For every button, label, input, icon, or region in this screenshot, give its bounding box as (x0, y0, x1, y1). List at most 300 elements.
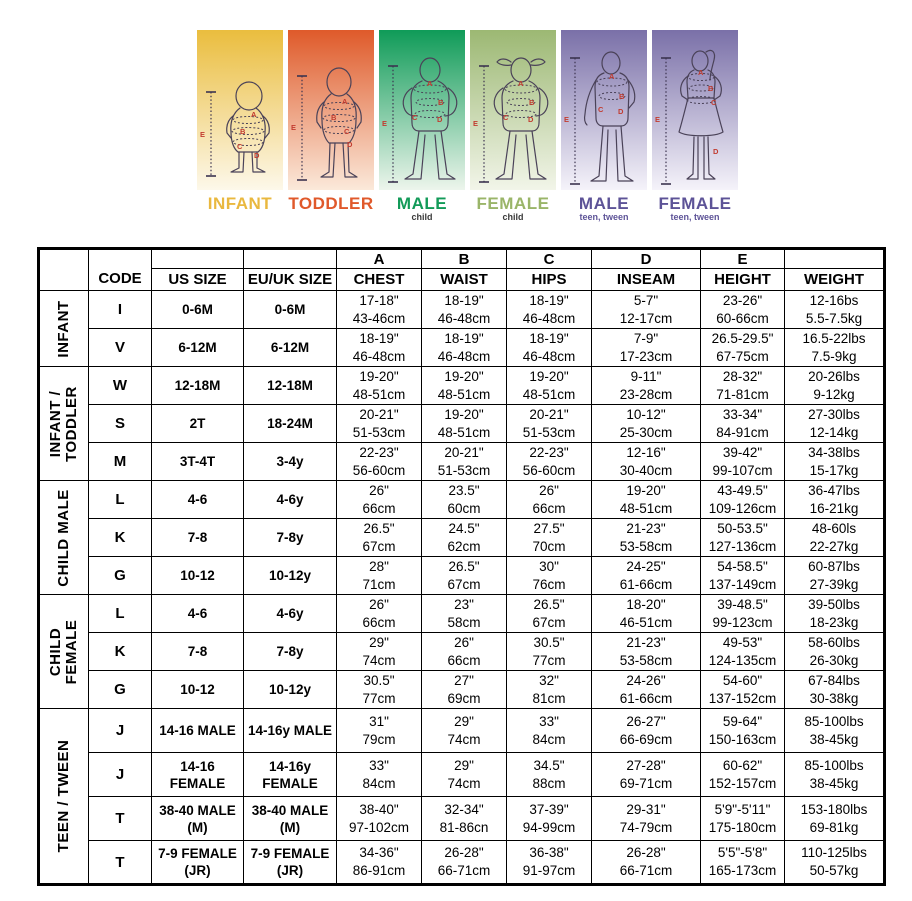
code-cell: T (89, 797, 152, 841)
table-row (39, 405, 885, 443)
table-row (39, 709, 885, 753)
table-header (39, 249, 885, 291)
waist-value-line: 74cm (447, 731, 481, 747)
chest-value-line: 33" (369, 757, 389, 773)
waist-value-line: 18-19" (444, 292, 484, 308)
us-cell (152, 519, 244, 557)
chest-cell (337, 709, 422, 753)
eu-value-line: 4-6y (276, 492, 304, 507)
waist-value-line: 51-53cm (437, 462, 491, 478)
inseam-cell (592, 671, 701, 709)
weight-cell (785, 709, 885, 753)
hips-value-line: 26" (539, 482, 559, 498)
eu-value-line: 10-12y (268, 682, 312, 697)
chest-cell (337, 797, 422, 841)
child-female-illustration-icon (470, 30, 556, 190)
weight-value-line: 20-26lbs (808, 368, 860, 384)
header-spacer (785, 249, 885, 269)
waist-value-line: 69cm (447, 690, 481, 706)
hips-value-line: 37-39" (529, 801, 569, 817)
hips-value-line: 27.5" (533, 520, 565, 536)
panel-sublabel: child (502, 212, 524, 222)
hips-value-line: 30.5" (533, 634, 565, 650)
inseam-value-line: 7-9" (633, 330, 659, 346)
group-label-cell (39, 367, 89, 481)
weight-cell (785, 633, 885, 671)
hips-value-line: 66cm (532, 500, 566, 516)
chest-value-line: 29" (369, 634, 389, 650)
chest-value-line: 48-51cm (352, 386, 406, 402)
svg-text:A: A (427, 79, 433, 88)
height-value-line: 60-62" (722, 757, 763, 773)
weight-value-line: 34-38lbs (808, 444, 860, 460)
svg-text:C: C (711, 98, 717, 107)
eu-value-line: 6-12M (270, 340, 310, 355)
table-row (39, 841, 885, 885)
waist-value-line: 46-48cm (437, 310, 491, 326)
inseam-value-line: 26-27" (626, 713, 666, 729)
inseam-value-line: 61-66cm (619, 690, 673, 706)
weight-value-line: 58-60lbs (808, 634, 860, 650)
chest-cell (337, 481, 422, 519)
height-value-line: 67-75cm (716, 348, 769, 364)
letter-header-D: D (592, 249, 701, 269)
waist-value-line: 46-48cm (437, 348, 491, 364)
column-header: CHEST (337, 269, 422, 291)
weight-value-line: 38-45kg (809, 775, 859, 791)
panel-sublabel: teen, tween (670, 212, 720, 222)
height-cell (701, 557, 785, 595)
waist-value-line: 67cm (447, 576, 481, 592)
letter-header-E: E (701, 249, 785, 269)
height-value-line: 59-64" (722, 713, 763, 729)
us-cell (152, 709, 244, 753)
hips-value-line: 94-99cm (522, 819, 576, 835)
inseam-value-line: 53-58cm (619, 538, 673, 554)
header-spacer (152, 249, 244, 269)
code-cell: G (89, 557, 152, 595)
waist-value-line: 26-28" (444, 845, 484, 860)
us-value-line: 7-8 (187, 530, 208, 545)
svg-text:A: A (609, 72, 615, 81)
eu-value-line: 7-8y (276, 530, 304, 545)
waist-value-line: 27" (454, 672, 474, 688)
svg-text:D: D (254, 151, 260, 160)
chest-value-line: 74cm (362, 652, 396, 668)
height-cell (701, 671, 785, 709)
hips-value-line: 22-23" (529, 444, 569, 460)
us-value-line: 14-16 MALE (159, 723, 236, 738)
panel-label: MALE (396, 194, 448, 213)
svg-text:E: E (200, 130, 206, 139)
chest-value-line: 71cm (362, 576, 396, 592)
chest-value-line: 17-18" (359, 292, 399, 308)
waist-value-line: 20-21" (444, 444, 484, 460)
chest-value-line: 79cm (362, 731, 396, 747)
hips-value-line: 91-97cm (522, 863, 576, 878)
waist-value-line: 74cm (447, 775, 481, 791)
inseam-cell (592, 709, 701, 753)
waist-cell (422, 519, 507, 557)
us-value-line: 10-12 (180, 568, 215, 583)
column-header: INSEAM (592, 269, 701, 291)
eu-value-line: 7-8y (276, 644, 304, 659)
height-value-line: 84-91cm (716, 424, 769, 440)
inseam-value-line: 74-79cm (619, 819, 673, 835)
chest-value-line: 51-53cm (352, 424, 406, 440)
waist-cell (422, 709, 507, 753)
height-cell (701, 595, 785, 633)
inseam-value-line: 21-23" (626, 634, 666, 650)
panel-toddler (288, 30, 374, 223)
svg-text:E: E (382, 119, 388, 128)
weight-value-line: 85-100lbs (804, 757, 864, 773)
weight-cell (785, 329, 885, 367)
group-label: INFANT (55, 299, 72, 358)
height-value-line: 150-163cm (708, 731, 777, 747)
table-row (39, 291, 885, 329)
height-value-line: 152-157cm (708, 775, 777, 791)
weight-value-line: 18-23kg (809, 614, 859, 630)
column-header: EU/UK SIZE (244, 269, 337, 291)
eu-cell (244, 595, 337, 633)
weight-cell (785, 841, 885, 885)
chest-value-line: 31" (369, 713, 389, 729)
waist-cell (422, 367, 507, 405)
weight-cell (785, 481, 885, 519)
hips-cell (507, 367, 592, 405)
svg-text:B: B (331, 113, 337, 122)
hips-value-line: 81cm (532, 690, 566, 706)
inseam-cell (592, 633, 701, 671)
hips-value-line: 77cm (532, 652, 566, 668)
weight-value-line: 5.5-7.5kg (805, 310, 863, 326)
height-value-line: 49-53" (722, 634, 763, 650)
chest-value-line: 67cm (362, 538, 396, 554)
height-cell (701, 753, 785, 797)
height-value-line: 33-34" (722, 406, 763, 422)
height-value-line: 60-66cm (716, 310, 769, 326)
table-row (39, 443, 885, 481)
chest-value-line: 22-23" (359, 444, 399, 460)
weight-value-line: 85-100lbs (804, 713, 864, 729)
chest-cell (337, 329, 422, 367)
eu-cell (244, 633, 337, 671)
svg-text:B: B (708, 84, 714, 93)
height-cell (701, 443, 785, 481)
panel-child-female (470, 30, 556, 223)
weight-cell (785, 753, 885, 797)
chest-cell (337, 405, 422, 443)
weight-value-line: 110-125lbs (801, 845, 867, 860)
waist-value-line: 18-19" (444, 330, 484, 346)
height-value-line: 124-135cm (708, 652, 777, 668)
chest-value-line: 20-21" (359, 406, 399, 422)
us-cell (152, 367, 244, 405)
height-value-line: 5'5"-5'8" (717, 845, 768, 860)
hips-cell (507, 633, 592, 671)
waist-cell (422, 329, 507, 367)
waist-cell (422, 797, 507, 841)
chest-value-line: 28" (369, 558, 389, 574)
code-cell: L (89, 481, 152, 519)
hips-value-line: 20-21" (529, 406, 569, 422)
waist-value-line: 29" (454, 757, 474, 773)
panel-teen-female (652, 30, 738, 223)
svg-text:A: A (698, 68, 704, 77)
letter-header-A: A (337, 249, 422, 269)
svg-text:C: C (503, 113, 509, 122)
us-cell (152, 557, 244, 595)
svg-text:B: B (529, 98, 535, 107)
svg-text:A: A (251, 110, 257, 119)
weight-cell (785, 671, 885, 709)
waist-value-line: 81-86cn (439, 819, 489, 835)
chest-value-line: 19-20" (359, 368, 399, 384)
code-cell: G (89, 671, 152, 709)
weight-value-line: 9-12kg (813, 386, 855, 402)
table-row (39, 753, 885, 797)
height-cell (701, 329, 785, 367)
inseam-value-line: 5-7" (633, 292, 659, 308)
hips-cell (507, 329, 592, 367)
svg-text:D: D (528, 115, 534, 124)
hips-value-line: 26.5" (533, 596, 565, 612)
eu-cell (244, 367, 337, 405)
inseam-cell (592, 797, 701, 841)
inseam-value-line: 29-31" (626, 801, 666, 817)
height-cell (701, 291, 785, 329)
table-row (39, 367, 885, 405)
panel-sublabel: child (411, 212, 433, 222)
hips-value-line: 33" (539, 713, 559, 729)
chest-value-line: 84cm (362, 775, 396, 791)
us-cell (152, 595, 244, 633)
panel-label: FEMALE (658, 194, 732, 213)
group-label: CHILD FEMALE (47, 619, 80, 684)
eu-value-line: 7-9 FEMALE (250, 846, 330, 861)
us-value-line: 7-9 FEMALE (158, 846, 237, 861)
code-cell: V (89, 329, 152, 367)
inseam-cell (592, 481, 701, 519)
us-value-line: 3T-4T (179, 454, 216, 469)
chest-value-line: 66cm (362, 614, 396, 630)
weight-value-line: 36-47lbs (808, 482, 860, 498)
svg-text:D: D (713, 147, 719, 156)
svg-text:C: C (598, 105, 604, 114)
size-chart-table (37, 247, 886, 886)
height-value-line: 137-149cm (708, 576, 777, 592)
weight-cell (785, 557, 885, 595)
weight-cell (785, 797, 885, 841)
weight-value-line: 153-180lbs (800, 801, 868, 817)
header-spacer (244, 249, 337, 269)
height-value-line: 43-49.5" (717, 482, 768, 498)
us-value-line: 10-12 (180, 682, 215, 697)
height-value-line: 39-42" (722, 444, 763, 460)
chest-value-line: 66cm (362, 500, 396, 516)
svg-text:B: B (438, 98, 444, 107)
inseam-cell (592, 405, 701, 443)
code-cell: M (89, 443, 152, 481)
svg-text:E: E (564, 115, 570, 124)
hips-value-line: 19-20" (529, 368, 569, 384)
svg-text:E: E (473, 119, 479, 128)
height-value-line: 28-32" (722, 368, 763, 384)
waist-cell (422, 753, 507, 797)
us-value-line: FEMALE (169, 775, 226, 791)
height-value-line: 54-58.5" (717, 558, 768, 574)
eu-cell (244, 443, 337, 481)
height-value-line: 137-152cm (708, 690, 777, 706)
chest-value-line: 26" (369, 596, 389, 612)
chest-value-line: 38-40" (359, 801, 399, 817)
waist-value-line: 19-20" (444, 406, 484, 422)
column-header: WEIGHT (785, 269, 885, 291)
hips-value-line: 84cm (532, 731, 566, 747)
inseam-cell (592, 595, 701, 633)
height-value-line: 99-123cm (712, 614, 773, 630)
group-label-cell (39, 595, 89, 709)
chest-cell (337, 443, 422, 481)
eu-value-line: 3-4y (276, 454, 304, 469)
table-row (39, 329, 885, 367)
weight-value-line: 22-27kg (809, 538, 859, 554)
waist-cell (422, 841, 507, 885)
hips-value-line: 48-51cm (522, 386, 576, 402)
eu-cell (244, 329, 337, 367)
height-value-line: 50-53.5" (717, 520, 768, 536)
eu-cell (244, 519, 337, 557)
panel-child-male (379, 30, 465, 223)
panel-label: FEMALE (476, 194, 550, 213)
waist-value-line: 23.5" (448, 482, 480, 498)
code-cell: J (89, 709, 152, 753)
inseam-value-line: 48-51cm (619, 500, 673, 516)
chest-cell (337, 841, 422, 885)
weight-value-line: 16-21kg (809, 500, 859, 516)
eu-value-line: 14-16y (268, 758, 312, 774)
column-header: WAIST (422, 269, 507, 291)
hips-cell (507, 481, 592, 519)
hips-value-line: 88cm (532, 775, 566, 791)
height-cell (701, 797, 785, 841)
waist-value-line: 29" (454, 713, 474, 729)
svg-text:C: C (344, 127, 350, 136)
svg-text:C: C (412, 113, 418, 122)
weight-cell (785, 519, 885, 557)
eu-cell (244, 841, 337, 885)
chest-value-line: 26" (369, 482, 389, 498)
inseam-value-line: 25-30cm (619, 424, 673, 440)
table-row (39, 481, 885, 519)
eu-cell (244, 753, 337, 797)
weight-value-line: 12-14kg (809, 424, 859, 440)
svg-text:A: A (342, 97, 348, 106)
waist-cell (422, 671, 507, 709)
waist-cell (422, 291, 507, 329)
height-value-line: 23-26" (722, 292, 763, 308)
weight-value-line: 50-57kg (809, 863, 859, 878)
eu-cell (244, 557, 337, 595)
chest-value-line: 30.5" (363, 672, 395, 688)
weight-value-line: 30-38kg (809, 690, 859, 706)
infant-illustration-icon (197, 30, 283, 190)
waist-value-line: 32-34" (444, 801, 484, 817)
waist-value-line: 19-20" (444, 368, 484, 384)
inseam-value-line: 53-58cm (619, 652, 673, 668)
panel-label: TODDLER (288, 194, 374, 213)
inseam-value-line: 30-40cm (619, 462, 673, 478)
height-value-line: 54-60" (722, 672, 763, 688)
inseam-cell (592, 329, 701, 367)
svg-text:B: B (619, 92, 625, 101)
teen-male-illustration-icon (561, 30, 647, 190)
table-row (39, 519, 885, 557)
eu-value-line: 18-24M (267, 416, 313, 431)
inseam-value-line: 69-71cm (619, 775, 673, 791)
column-header: US SIZE (152, 269, 244, 291)
eu-value-line: (M) (279, 819, 301, 835)
us-value-line: 4-6 (187, 492, 208, 507)
chest-value-line: 77cm (362, 690, 396, 706)
panel-sublabel: teen, tween (579, 212, 629, 222)
waist-value-line: 26.5" (448, 558, 480, 574)
us-value-line: 2T (189, 416, 206, 431)
hips-cell (507, 557, 592, 595)
hips-value-line: 18-19" (529, 292, 569, 308)
inseam-cell (592, 519, 701, 557)
table-row (39, 797, 885, 841)
us-value-line: 14-16 (180, 758, 215, 774)
hips-value-line: 46-48cm (522, 348, 576, 364)
weight-value-line: 48-60ls (811, 520, 857, 536)
inseam-value-line: 23-28cm (619, 386, 673, 402)
weight-cell (785, 405, 885, 443)
height-cell (701, 633, 785, 671)
eu-value-line: 10-12y (268, 568, 312, 583)
height-cell (701, 405, 785, 443)
code-cell: S (89, 405, 152, 443)
chest-value-line: 56-60cm (352, 462, 406, 478)
hips-value-line: 30" (539, 558, 559, 574)
weight-cell (785, 443, 885, 481)
height-value-line: 5'9"-5'11" (714, 801, 771, 817)
us-cell (152, 291, 244, 329)
svg-text:E: E (655, 115, 661, 124)
child-male-illustration-icon (379, 30, 465, 190)
height-value-line: 165-173cm (708, 863, 777, 878)
chest-cell (337, 671, 422, 709)
eu-cell (244, 481, 337, 519)
us-cell (152, 405, 244, 443)
height-value-line: 99-107cm (712, 462, 773, 478)
weight-value-line: 16.5-22lbs (802, 330, 866, 346)
inseam-value-line: 46-51cm (619, 614, 673, 630)
height-value-line: 26.5-29.5" (711, 330, 774, 346)
waist-value-line: 66cm (447, 652, 481, 668)
inseam-cell (592, 367, 701, 405)
chest-value-line: 43-46cm (352, 310, 406, 326)
inseam-cell (592, 291, 701, 329)
weight-value-line: 27-39kg (809, 576, 859, 592)
inseam-value-line: 66-69cm (619, 731, 673, 747)
hips-value-line: 51-53cm (522, 424, 576, 440)
waist-cell (422, 633, 507, 671)
group-label-cell (39, 709, 89, 885)
letter-header-C: C (507, 249, 592, 269)
svg-text:A: A (518, 79, 524, 88)
